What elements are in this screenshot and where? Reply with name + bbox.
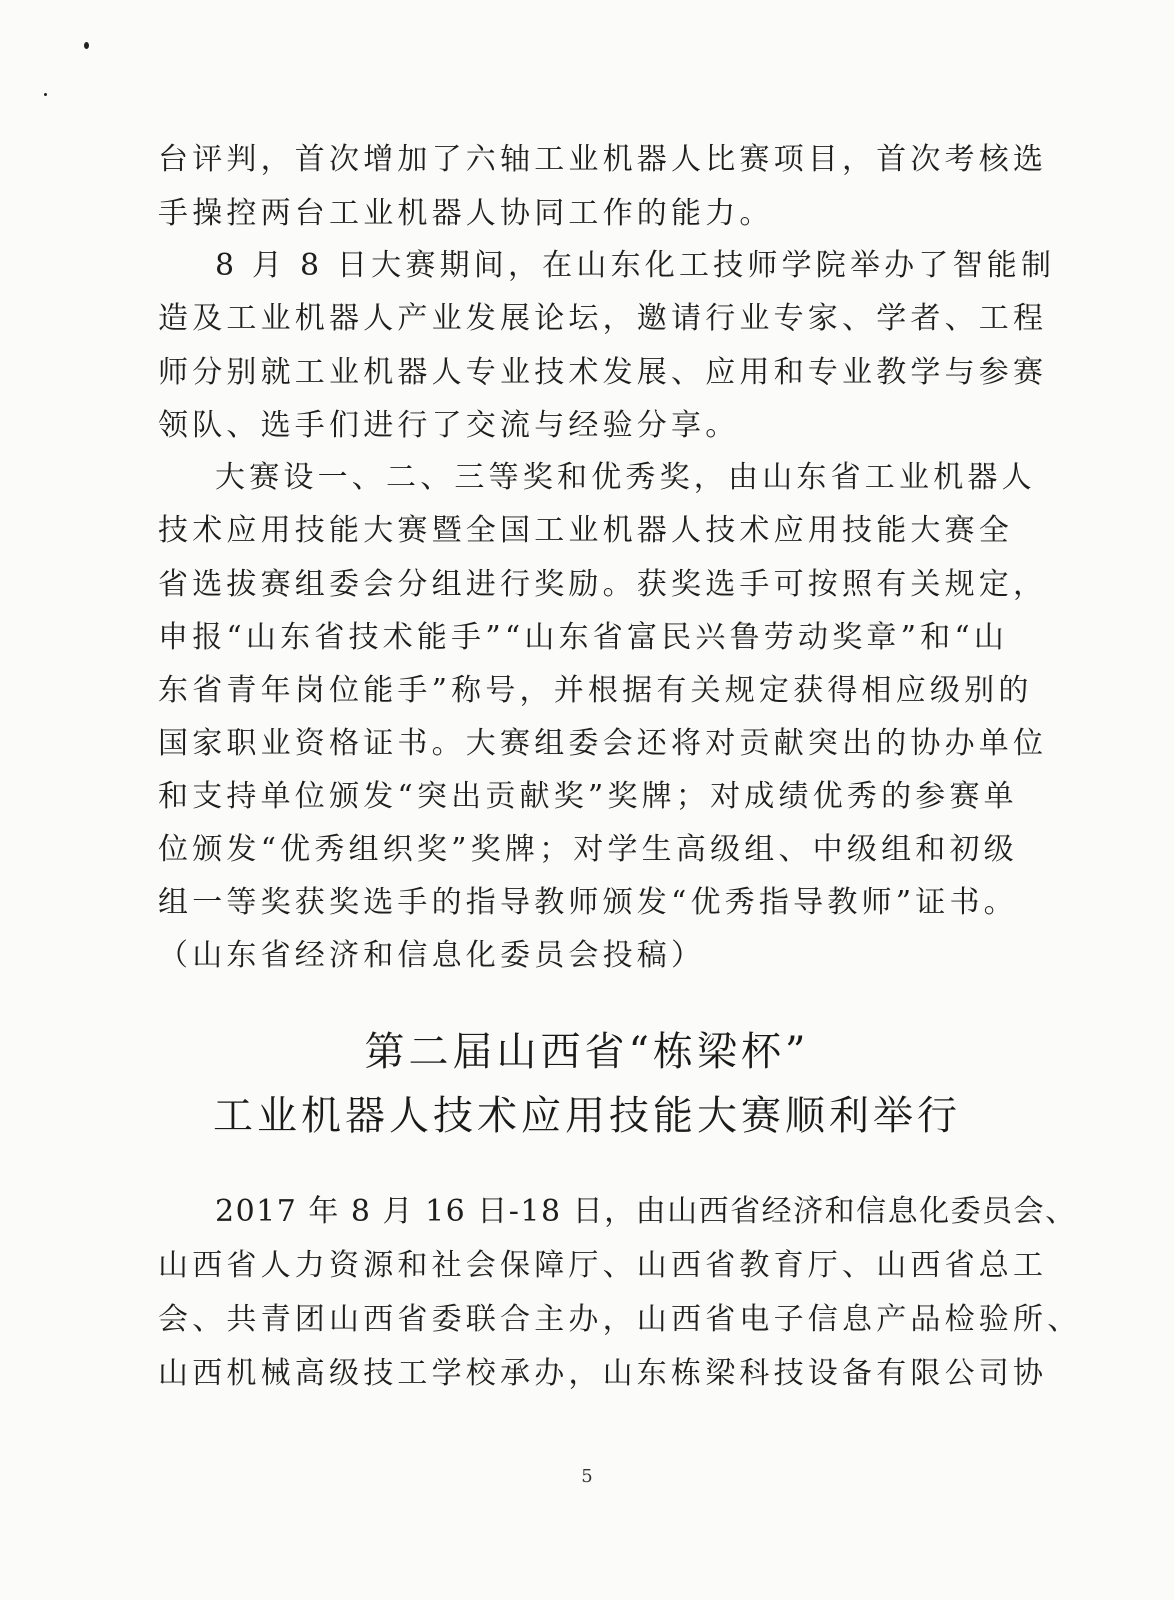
article-title: 工业机器人技术应用技能大赛顺利举行 xyxy=(213,1093,961,1139)
article-title: 第二届山西省“栋梁杯” xyxy=(364,1029,810,1075)
text-line: 山西省人力资源和社会保障厅、山西省教育厅、山西省总工 xyxy=(158,1248,1048,1283)
text-line: 手操控两台工业机器人协同工作的能力。 xyxy=(158,196,774,231)
text-line: 山西机械高级技工学校承办，山东栋梁科技设备有限公司协 xyxy=(158,1356,1048,1391)
source-note: （山东省经济和信息化委员会投稿） xyxy=(158,938,706,973)
text-line: 台评判，首次增加了六轴工业机器人比赛项目，首次考核选 xyxy=(158,142,1048,177)
text-line: 师分别就工业机器人专业技术发展、应用和专业教学与参赛 xyxy=(158,355,1048,390)
scan-speck xyxy=(44,93,47,96)
text-line: 省选拔赛组委会分组进行奖励。获奖选手可按照有关规定， xyxy=(158,567,1048,602)
text-line: 和支持单位颁发“突出贡献奖”奖牌；对成绩优秀的参赛单 xyxy=(158,779,1018,814)
text-line: 2017 年 8 月 16 日-18 日，由山西省经济和信息化委员会、 xyxy=(215,1194,1077,1229)
text-line: 申报“山东省技术能手”“山东省富民兴鲁劳动奖章”和“山 xyxy=(158,620,1009,655)
text-line: 大赛设一、二、三等奖和优秀奖，由山东省工业机器人 xyxy=(215,460,1036,495)
text-line: 组一等奖获奖选手的指导教师颁发“优秀指导教师”证书。 xyxy=(158,885,1018,920)
text-line: 领队、选手们进行了交流与经验分享。 xyxy=(158,408,740,443)
text-line: 8 月 8 日大赛期间，在山东化工技师学院举办了智能制 xyxy=(215,248,1056,283)
text-line: 位颁发“优秀组织奖”奖牌；对学生高级组、中级组和初级 xyxy=(158,832,1018,867)
text-line: 国家职业资格证书。大赛组委会还将对贡献突出的协办单位 xyxy=(158,726,1048,761)
text-line: 会、共青团山西省委联合主办，山西省电子信息产品检验所、 xyxy=(158,1302,1082,1337)
text-line: 造及工业机器人产业发展论坛，邀请行业专家、学者、工程 xyxy=(158,301,1048,336)
text-line: 技术应用技能大赛暨全国工业机器人技术应用技能大赛全 xyxy=(158,513,1013,548)
page-number: 5 xyxy=(581,1466,593,1487)
scan-speck xyxy=(84,42,89,49)
text-line: 东省青年岗位能手”称号，并根据有关规定获得相应级别的 xyxy=(158,673,1033,708)
